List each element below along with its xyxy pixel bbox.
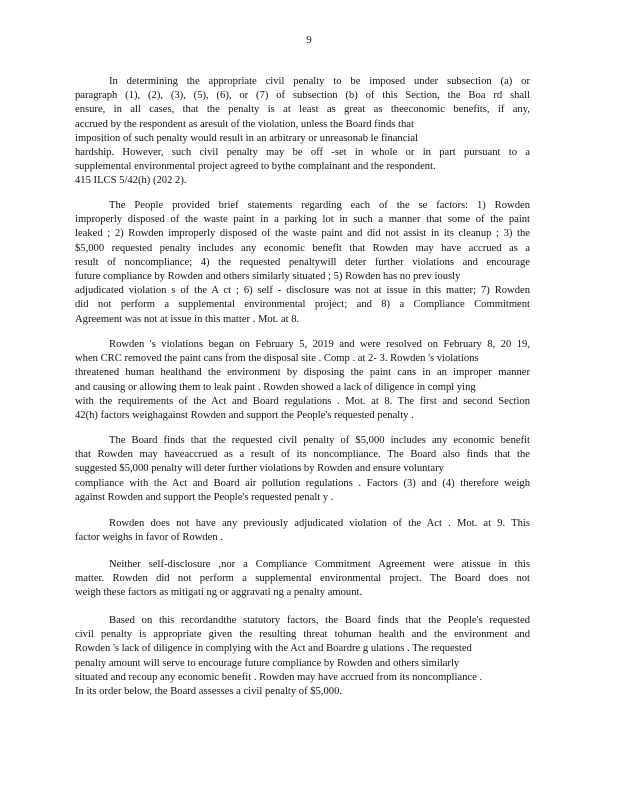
paragraph-economic-benefit [75,434,530,505]
text-line: In its order below, the Board assesses a civil penalty of $5,000. [75,685,343,697]
text-line: situated and recoup any economic benefit . Rowden may have accrued from its noncompliance . [75,671,483,683]
text-line: $5,000 requested penalty includes any economic benefit that Rowden may have accrued as a [75,242,530,254]
text-line: accrued by the respondent as aresult of the violation, unless the Board finds that [75,118,414,130]
text-line: Rowden does not have any previously adjudicated violation of the Act . Mot. at 9. This [109,518,530,529]
text-line: 42(h) factors weighagainst Rowden and support the People's requested penalty . [75,409,414,421]
paragraph-prior-violations [75,517,530,545]
text-line: imposition of such penalty would result in an arbitrary or unreasonab le financial [75,132,419,144]
text-line: threatened human healthand the environment by disposing the paint cans in an improper manner [75,367,530,379]
page-number: 9 [306,34,312,46]
text-line: Neither self-disclosure ,nor a Compliance Commitment Agreement were atissue in this [109,559,530,570]
text-line: leaked ; 2) Rowden improperly disposed of the waste paint and did not assist in its cleanup ; 3) the [75,228,530,240]
text-line: penalty amount will serve to encourage future compliance by Rowden and others similarly [75,657,460,669]
text-line: Agreement was not at issue in this matter . Mot. at 8. [75,313,300,325]
text-line: with the requirements of the Act and Board regulations . Mot. at 8. The first and second Section [75,395,530,407]
text-line: weigh these factors as mitigati ng or aggravati ng a penalty amount. [75,587,363,599]
text-line: Rowden 's lack of diligence in complying with the Act and Boardre g ulations . The requested [75,643,472,655]
text-line: against Rowden and support the People's requested penalt y . [75,491,334,503]
text-line: hardship. However, such civil penalty may be off -set in whole or in part pursuant to a [75,146,530,158]
text-line: that Rowden may haveaccrued as a result of its noncompliance. The Board also finds that the [75,449,530,461]
text-line: factor weighs in favor of Rowden . [75,532,223,544]
text-line: civil penalty is appropriate given the resulting threat tohuman health and the environment and [75,629,530,641]
text-line: paragraph (1), (2), (3), (5), (6), or (7) of subsection (b) of this Section, the Boa rd shall [75,90,530,102]
text-line: did not perform a supplemental environmental project; and 8) a Compliance Commitment [75,299,530,311]
text-line: 415 ILCS 5/42(h) (202 2). [75,175,187,187]
text-line: future compliance by Rowden and others similarly situated ; 5) Rowden has no prev iously [75,270,461,282]
text-line: In determining the appropriate civil penalty to be imposed under subsection (a) or [109,76,530,87]
paragraph-penalty-standard [75,75,530,189]
text-line: ensure, in all cases, that the penalty is at least as great as theeconomic benefits, if any, [75,104,530,116]
paragraph-self-disclosure [75,558,530,601]
text-line: supplemental environmental project agreed to bythe complainant and the respondent. [75,161,436,173]
text-line: adjudicated violation s of the A ct ; 6) self - disclosure was not at issue in this matter; 7) Rowden [75,285,530,297]
text-line: compliance with the Act and Board air pollution regulations . Factors (3) and (4) therefore weigh [75,477,530,489]
text-line: The Board finds that the requested civil penalty of $5,000 includes any economic benefit [109,435,530,446]
text-line: matter. Rowden did not perform a supplemental environmental project. The Board does not [75,573,530,585]
text-line: The People provided brief statements regarding each of the se factors: 1) Rowden [109,200,530,211]
text-line: suggested $5,000 penalty will deter further violations by Rowden and ensure voluntary [75,463,444,475]
paragraph-conclusion [75,614,530,699]
text-line: and causing or allowing them to leak paint . Rowden showed a lack of diligence in compl ying [75,381,476,393]
text-line: Based on this recordandthe statutory factors, the Board finds that the People's requested [109,615,530,626]
text-line: improperly disposed of the waste paint in a parking lot in such a manner that some of the paint [75,214,530,226]
paragraph-violations-timeline [75,338,530,423]
paragraph-peoples-statements [75,199,530,327]
text-line: result of noncompliance; 4) the requested penaltywill deter further violations and encourage [75,256,530,268]
text-line: when CRC removed the paint cans from the disposal site . Comp . at 2- 3. Rowden 's violations [75,353,479,365]
text-line: Rowden 's violations began on February 5, 2019 and were resolved on February 8, 20 19, [109,339,530,350]
